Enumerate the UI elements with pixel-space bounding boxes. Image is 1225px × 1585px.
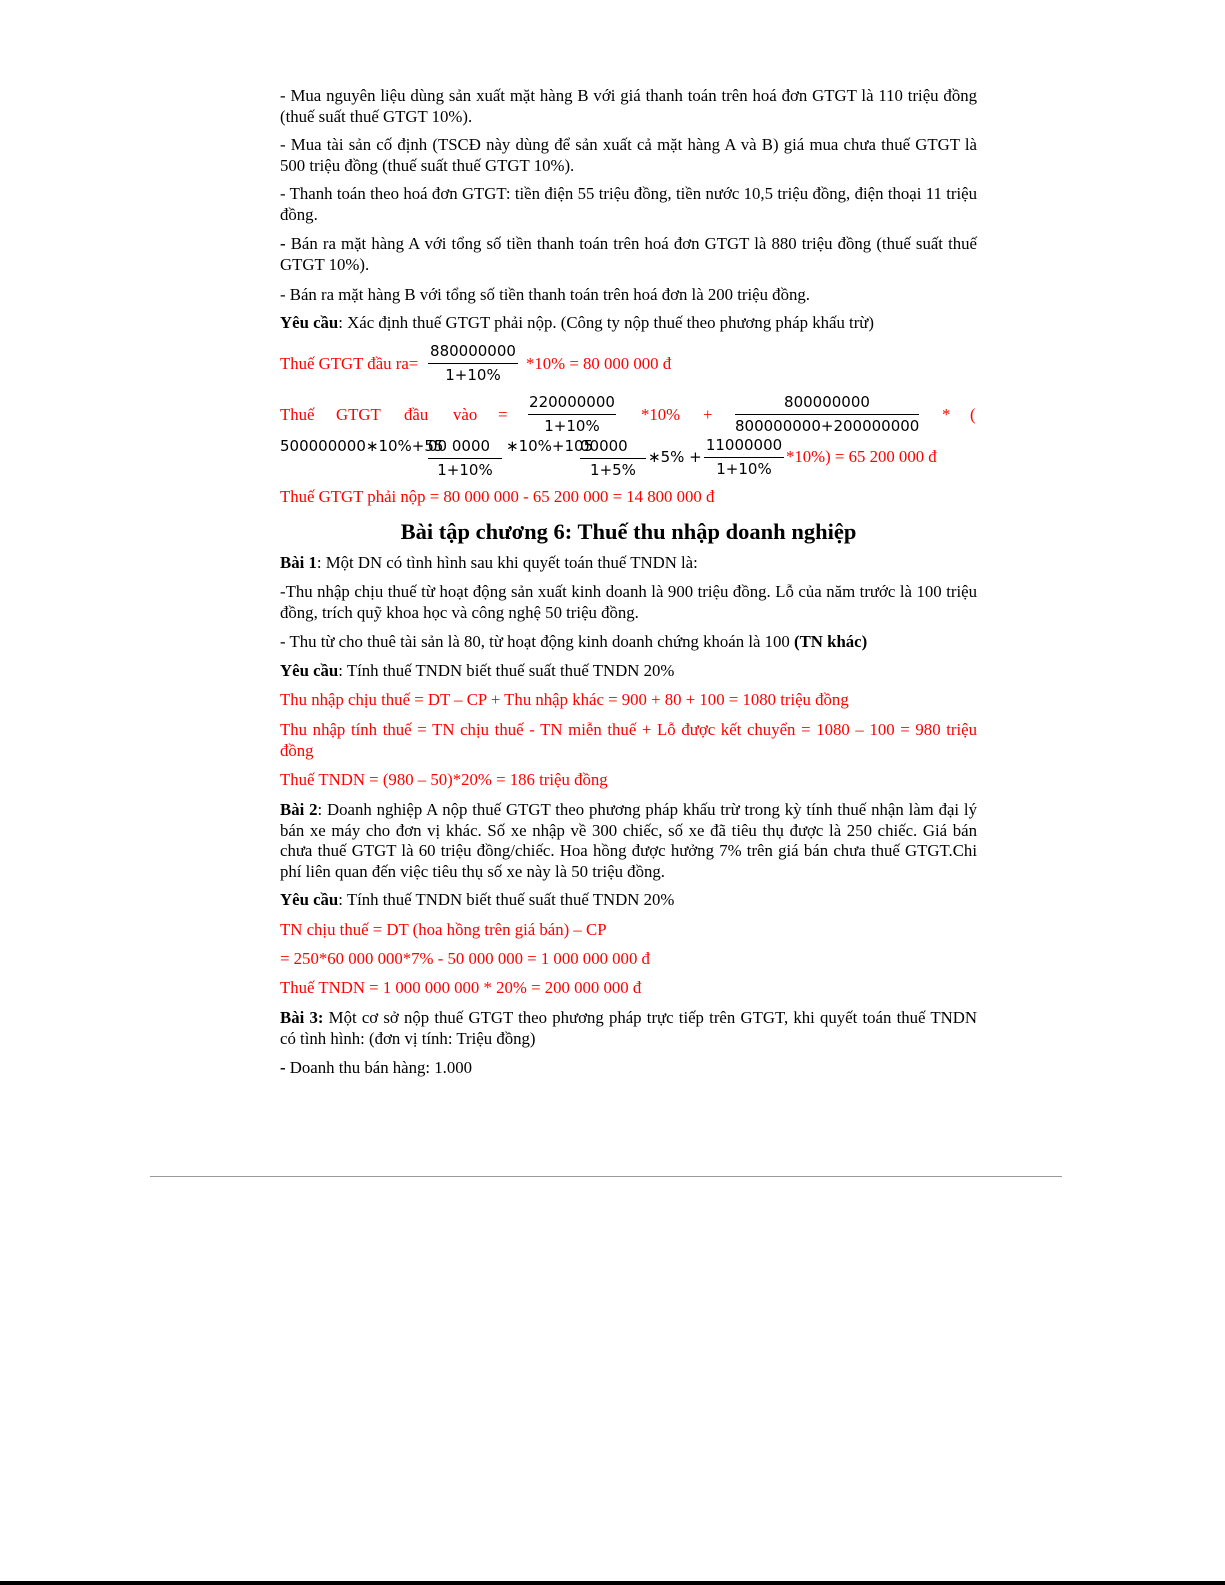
paragraph-fixed-asset: - Mua tài sản cố định (TSCĐ này dùng để sản xuất cả mặt hàng A và B) giá mua chưa thuế GTGT là 500 triệu đồng (thuế suất thuế GTGT 10%). xyxy=(280,135,977,175)
input-vat-fraction-1: $\frac{220000000}{1+10\%}$ xyxy=(529,393,615,435)
input-vat-fraction-2: $\frac{800000000}{800000000+200000000}$ xyxy=(735,393,920,435)
output-vat-fraction: $\frac{880000000}{1+10\%}$ xyxy=(428,342,518,384)
document-page: - Mua nguyên liệu dùng sản xuất mặt hàng B với giá thanh toán trên hoá đơn GTGT là 110 triệu đồng (thuế suất thuế GTGT 10%). - Mua tài sản cố định (TSCĐ này dùng để sản xuất cả mặt hàng A và B) giá mua chưa thuế GTGT là 500 triệu đồng (thuế suất thuế GTGT 10%). - Thanh toán theo hoá đơn GTGT: tiền điện 55 triệu đồng, tiền nước 10,5 triệu đồng, điện thoại 11 triệu đồng. - Bán ra mặt hàng A với tổng số tiền thanh toán trên hoá đơn GTGT là 880 triệu đồng (thuế suất thuế GTGT 10%). - Bán ra mặt hàng B với tổng số tiền thanh toán trên hoá đơn là 200 triệu đồng. Yêu cầu: Xác định thuế GTGT phải nộp. (Công ty nộp thuế theo phương pháp khấu trừ) Thuế GTGT đầu ra= $\frac{880000000}{1+10\%}$ *10% = 80 000 000 đ Thuế GTGT đầu vào = $\frac{220000000}{1+10\%}$ *10% + $\frac{800000000}{800000000+200000000}$ * ( 500000000∗10%+55 $\frac{00 0000}{1+10\%}$ ∗10%+105 $\frac{00000}{1+5\%}$ ∗5% + $\frac{11000000}{1+10\%}$ *10%) = 65 200 000 đ Thuế GTGT phải nộp = 80 000 000 - 65 200 000 = 14 800 000 đ Bài tập chương 6: Thuế thu nhập doanh nghiệp Bài 1: Một DN có tình hình sau khi quyết toán thuế TNDN là: -Thu nhập chịu thuế từ hoạt động sản xuất kinh doanh là 900 triệu đồng. Lỗ của năm trước là 100 triệu đồng, trích quỹ khoa học và công nghệ 50 triệu đồng. - Thu từ cho thuê tài sản là 80, từ hoạt động kinh doanh chứng khoán là 100 (TN khác) Yêu cầu: Tính thuế TNDN biết thuế suất thuế TNDN 20% Thu nhập chịu thuế = DT – CP + Thu nhập khác = 900 + 80 + 100 = 1080 triệu đồng Thu nhập tính thuế = TN chịu thuế - TN miễn thuế + Lỗ được kết chuyển = 1080 – 100 = 980 triệu đồng Thuế TNDN = (980 – 50)*20% = 186 triệu đồng Bài 2: Doanh nghiệp A nộp thuế GTGT theo phương pháp khấu trừ trong kỳ tính thuế nhận làm đại lý bán xe máy cho đơn vị khác. Số xe nhập về 300 chiếc, số xe đã tiêu thụ được là 250 chiếc. Giá bán chưa thuế GTGT là 60 triệu đồng/chiếc. Hoa hồng được hưởng 7% trên giá bán chưa thuế GTGT.Chi phí liên quan đến việc tiêu thụ số xe này là 50 triệu đồng. Yêu cầu: Tính thuế TNDN biết thuế suất thuế TNDN 20% TN chịu thuế = DT (hoa hồng trên giá bán) – CP = 250*60 000 000*7% - 50 000 000 = 1 000 000 000 đ Thuế TNDN = 1 000 000 000 * 20% = 200 000 000 đ Bài 3: Một cơ sở nộp thuế GTGT theo phương pháp trực tiếp trên GTGT, khi quyết toán thuế TNDN có tình hình: (đơn vị tính: Triệu đồng) - Doanh thu bán hàng: 1.000 xyxy=(0,0,1225,1585)
requirement-3: Yêu cầu: Tính thuế TNDN biết thuế suất thuế TNDN 20% xyxy=(280,890,675,909)
bottom-border xyxy=(0,1581,1225,1585)
exercise-2-answer-2: = 250*60 000 000*7% - 50 000 000 = 1 000 000 000 đ xyxy=(280,949,650,968)
requirement-1: Yêu cầu: Xác định thuế GTGT phải nộp. (Công ty nộp thuế theo phương pháp khấu trừ) xyxy=(280,313,874,332)
paragraph-sale-b: - Bán ra mặt hàng B với tổng số tiền thanh toán trên hoá đơn là 200 triệu đồng. xyxy=(280,285,810,304)
input-vat-fraction-5: $\frac{11000000}{1+10\%}$ xyxy=(705,436,783,478)
chapter-heading: Bài tập chương 6: Thuế thu nhập doanh nghiệp xyxy=(400,519,857,544)
exercise-3-revenue: - Doanh thu bán hàng: 1.000 xyxy=(280,1058,473,1077)
output-vat-result: *10% = 80 000 000 đ xyxy=(526,354,672,373)
exercise-1-answer-1: Thu nhập chịu thuế = DT – CP + Thu nhập khác = 900 + 80 + 100 = 1080 triệu đồng xyxy=(280,690,849,709)
page-separator xyxy=(150,1176,1062,1177)
paragraph-raw-material: - Mua nguyên liệu dùng sản xuất mặt hàng B với giá thanh toán trên hoá đơn GTGT là 110 triệu đồng (thuế suất thuế GTGT 10%). xyxy=(280,86,977,126)
paragraph-utilities: - Thanh toán theo hoá đơn GTGT: tiền điện 55 triệu đồng, tiền nước 10,5 triệu đồng, điện thoại 11 triệu đồng. xyxy=(280,184,977,224)
paragraph-sale-a: - Bán ra mặt hàng A với tổng số tiền thanh toán trên hoá đơn GTGT là 880 triệu đồng (thuế suất thuế GTGT 10%). xyxy=(280,234,977,274)
exercise-1-title: Bài 1: Một DN có tình hình sau khi quyết toán thuế TNDN là: xyxy=(280,553,698,572)
exercise-1-income: -Thu nhập chịu thuế từ hoạt động sản xuất kinh doanh là 900 triệu đồng. Lỗ của năm trước là 100 triệu đồng, trích quỹ khoa học và công nghệ 50 triệu đồng. xyxy=(280,582,977,622)
input-vat-fraction-3: $\frac{00 0000}{1+10\%}$ xyxy=(428,437,502,479)
vat-payable-result: Thuế GTGT phải nộp = 80 000 000 - 65 200 000 = 14 800 000 đ xyxy=(280,487,715,506)
input-vat-fraction-4: $\frac{00000}{1+5\%}$ xyxy=(580,437,646,479)
output-vat-label: Thuế GTGT đầu ra= xyxy=(280,354,419,373)
requirement-2: Yêu cầu: Tính thuế TNDN biết thuế suất thuế TNDN 20% xyxy=(280,661,675,680)
exercise-1-answer-2: Thu nhập tính thuế = TN chịu thuế - TN miễn thuế + Lỗ được kết chuyển = 1080 – 100 = 980 triệu đồng xyxy=(280,720,977,760)
exercise-2-answer-3: Thuế TNDN = 1 000 000 000 * 20% = 200 000 000 đ xyxy=(280,978,642,997)
exercise-1-answer-3: Thuế TNDN = (980 – 50)*20% = 186 triệu đồng xyxy=(280,770,608,789)
exercise-3-text: Bài 3: Một cơ sở nộp thuế GTGT theo phương pháp trực tiếp trên GTGT, khi quyết toán thuế TNDN có tình hình: (đơn vị tính: Triệu đồng) xyxy=(280,1008,977,1048)
exercise-1-other-income: - Thu từ cho thuê tài sản là 80, từ hoạt động kinh doanh chứng khoán là 100 (TN khác) xyxy=(280,632,868,651)
exercise-2-text: Bài 2: Doanh nghiệp A nộp thuế GTGT theo phương pháp khấu trừ trong kỳ tính thuế nhận làm đại lý bán xe máy cho đơn vị khác. Số xe nhập về 300 chiếc, số xe đã tiêu thụ được là 250 chiếc. Giá bán chưa thuế GTGT là 60 triệu đồng/chiếc. Hoa hồng được hưởng 7% trên giá bán chưa thuế GTGT.Chi phí liên quan đến việc tiêu thụ số xe này là 50 triệu đồng. xyxy=(280,800,977,881)
exercise-2-answer-1: TN chịu thuế = DT (hoa hồng trên giá bán) – CP xyxy=(280,920,607,939)
